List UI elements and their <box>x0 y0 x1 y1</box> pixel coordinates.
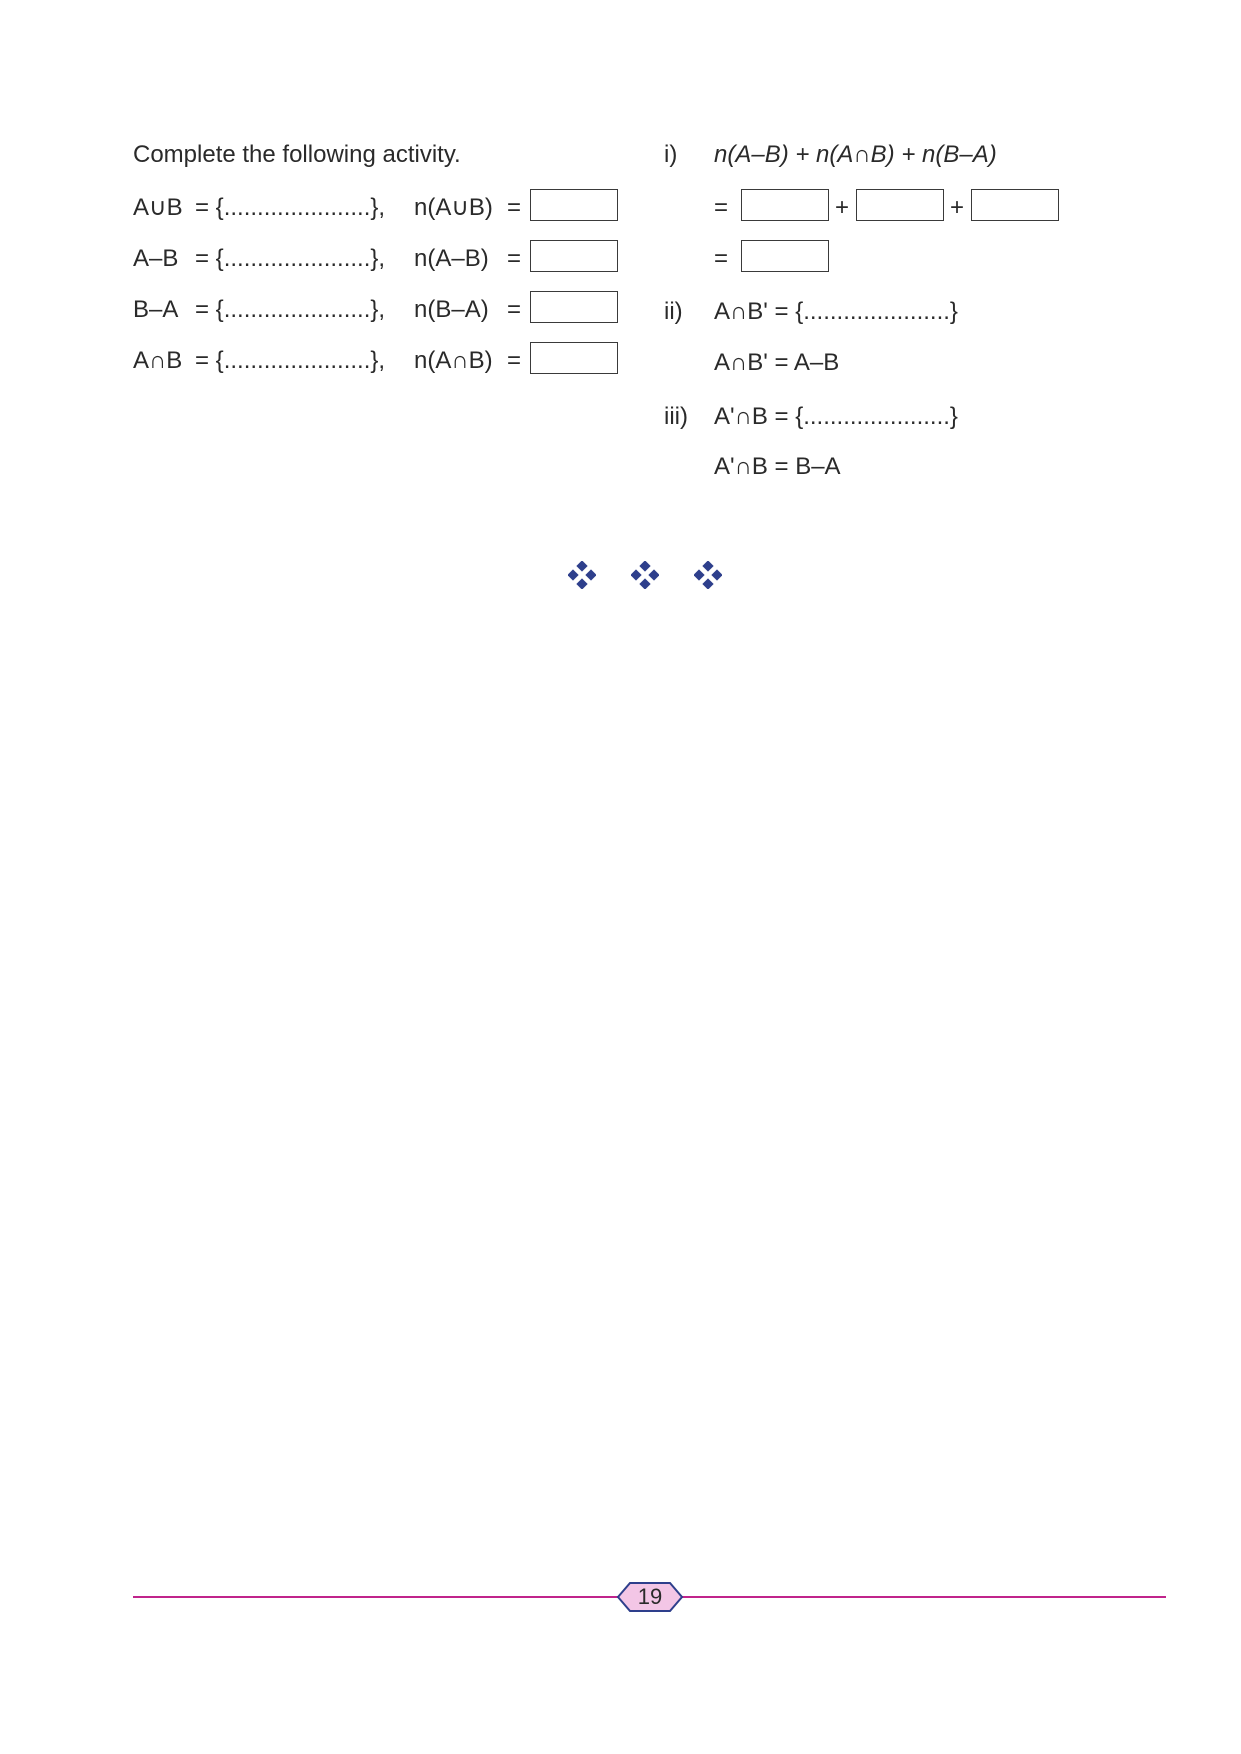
ornament-diamond-icon <box>631 561 659 589</box>
part-iii-line-2: A'∩B = B–A <box>714 453 841 480</box>
part-ii-line-2: A∩B' = A–B <box>714 349 840 376</box>
part-i-label: i) <box>664 141 678 168</box>
row-1-equals: = <box>507 194 522 221</box>
part-i-box-2[interactable] <box>856 189 944 221</box>
part-i-box-3[interactable] <box>971 189 1059 221</box>
row-2-set-equation: = {......................}, <box>195 245 386 272</box>
part-ii-label: ii) <box>664 298 683 325</box>
row-4-equals: = <box>507 347 522 374</box>
footer-rule-left <box>133 1596 620 1598</box>
row-1-set: A∪B <box>133 194 183 221</box>
row-3-set: B–A <box>133 296 179 323</box>
activity-instruction: Complete the following activity. <box>133 141 461 168</box>
row-3-answer-box[interactable] <box>530 291 618 323</box>
row-3-set-equation: = {......................}, <box>195 296 386 323</box>
row-2-answer-box[interactable] <box>530 240 618 272</box>
row-4-set: A∩B <box>133 347 183 374</box>
row-4-set-equation: = {......................}, <box>195 347 386 374</box>
row-3-count: n(B–A) <box>414 296 489 323</box>
ornament-diamond-icon <box>568 561 596 589</box>
row-1-set-equation: = {......................}, <box>195 194 386 221</box>
row-1-count: n(A∪B) <box>414 194 493 221</box>
footer-rule-right <box>680 1596 1166 1598</box>
row-1-answer-box[interactable] <box>530 189 618 221</box>
part-iii-line-1: A'∩B = {......................} <box>714 403 958 430</box>
part-i-equals-2: = <box>714 245 729 272</box>
part-ii-line-1: A∩B' = {......................} <box>714 298 958 325</box>
row-4-count: n(A∩B) <box>414 347 493 374</box>
part-i-box-1[interactable] <box>741 189 829 221</box>
part-i-box-total[interactable] <box>741 240 829 272</box>
part-i-plus-1: + <box>835 194 850 221</box>
row-4-answer-box[interactable] <box>530 342 618 374</box>
row-2-set: A–B <box>133 245 179 272</box>
part-i-expression: n(A–B) + n(A∩B) + n(B–A) <box>714 141 997 168</box>
part-i-plus-2: + <box>950 194 965 221</box>
page-number: 19 <box>637 1584 663 1609</box>
row-2-equals: = <box>507 245 522 272</box>
part-i-equals-1: = <box>714 194 729 221</box>
row-3-equals: = <box>507 296 522 323</box>
ornament-diamond-icon <box>694 561 722 589</box>
part-iii-label: iii) <box>664 403 688 430</box>
row-2-count: n(A–B) <box>414 245 489 272</box>
